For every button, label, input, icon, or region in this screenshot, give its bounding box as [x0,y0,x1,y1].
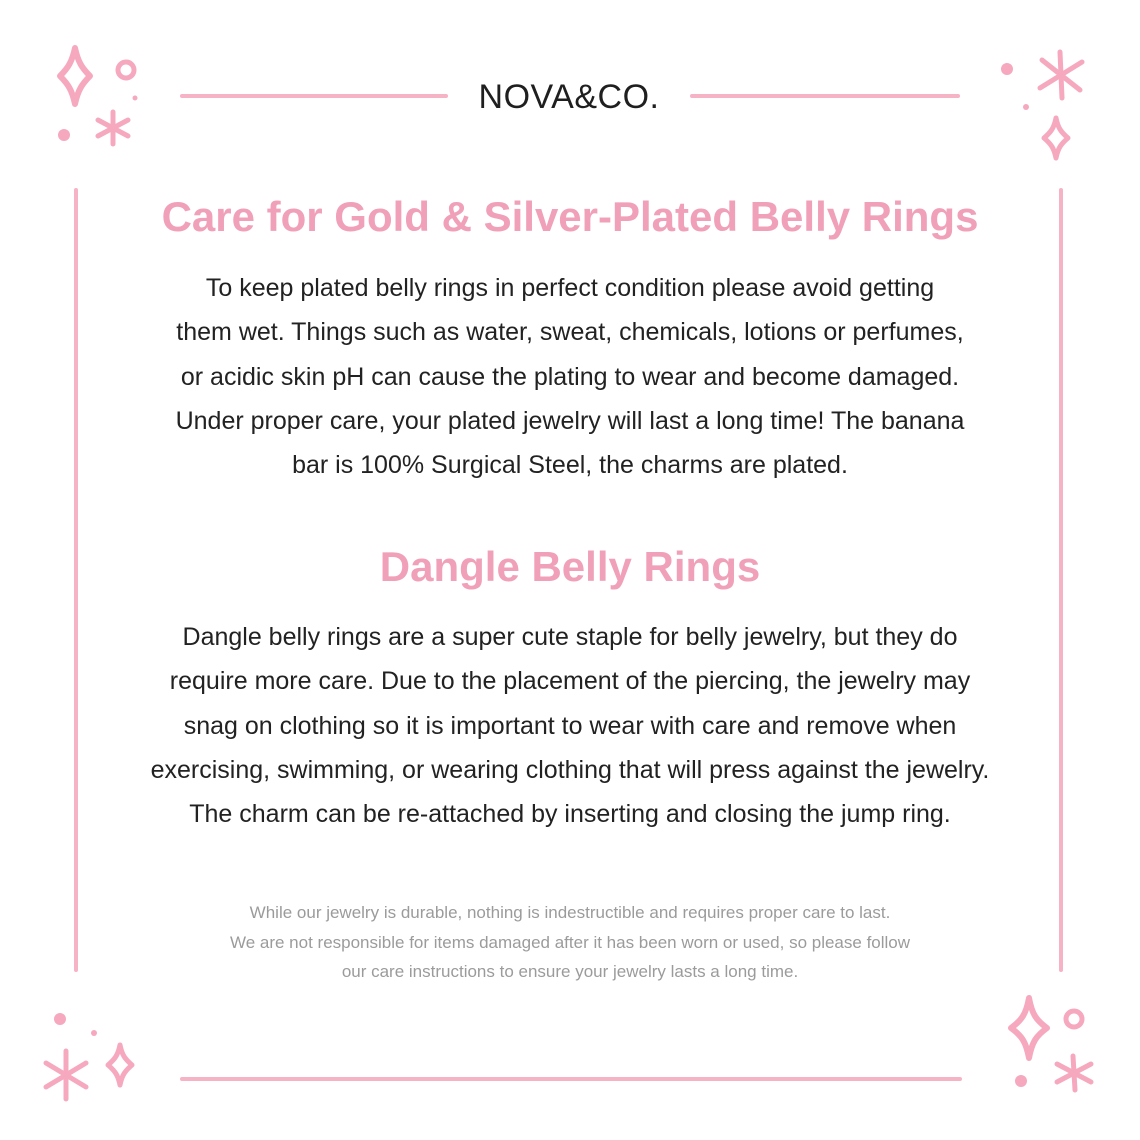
dot-icon [54,1013,66,1025]
dot-icon [91,1030,97,1036]
dot-icon [1023,104,1029,110]
disclaimer [150,898,990,987]
disclaimer-line: We are not responsible for items damaged after it has been worn or used, so please follow [229,932,911,952]
sparkle-icon [1044,118,1068,158]
body-line: them wet. Things such as water, sweat, chemicals, lotions or perfumes, [176,318,964,347]
top-left-divider [180,94,448,98]
body-line: To keep plated belly rings in perfect condition please avoid getting [205,274,935,302]
top-right-sparkle-cluster [990,40,1100,165]
dot-icon [133,96,138,101]
asterisk-star-icon [98,112,128,144]
top-left-sparkle-cluster [40,40,150,160]
sparkle-icon [1011,998,1047,1058]
body-line: require more care. Due to the placement of the piercing, the jewelry may [169,667,971,696]
section-title-dangle-rings: Dangle Belly Rings [379,543,761,590]
dot-icon [1015,1075,1027,1087]
body-line: or acidic skin pH can cause the plating to wear and become damaged. [180,362,960,391]
body-line: Dangle belly rings are a super cute staple for belly jewelry, but they do [182,623,958,651]
section-title-plated-care: Care for Gold & Silver-Plated Belly Rings [161,193,979,240]
section-body-dangle-rings [110,615,1030,836]
bottom-divider [180,1077,962,1081]
dot-icon [58,129,70,141]
body-line: The charm can be re-attached by inserting and closing the jump ring. [189,800,951,829]
bottom-right-sparkle-cluster [995,990,1105,1100]
sparkle-icon [60,48,90,104]
disclaimer-line: our care instructions to ensure your jewelry lasts a long time. [341,962,799,981]
bottom-left-sparkle-cluster [40,1005,150,1115]
body-line: Under proper care, your plated jewelry will last a long time! The banana [175,406,965,435]
ring-dot-icon [1066,1011,1082,1027]
asterisk-star-icon [46,1051,86,1099]
section-body-plated-care [110,266,1030,487]
ring-dot-icon [118,62,134,78]
sparkle-icon [108,1045,132,1085]
body-line: exercising, swimming, or wearing clothing that will press against the jewelry. [150,755,990,784]
brand-logo: NOVA&CO. [478,78,660,116]
disclaimer-line: While our jewelry is durable, nothing is indestructible and requires proper care to last. [249,903,891,922]
right-border-line [1059,188,1063,972]
body-line: snag on clothing so it is important to wear with care and remove when [183,711,957,740]
asterisk-star-icon [1040,52,1082,98]
left-border-line [74,188,78,972]
top-right-divider [690,94,960,98]
asterisk-star-icon [1057,1056,1091,1090]
dot-icon [1001,63,1013,75]
body-line: bar is 100% Surgical Steel, the charms are plated. [292,451,848,480]
